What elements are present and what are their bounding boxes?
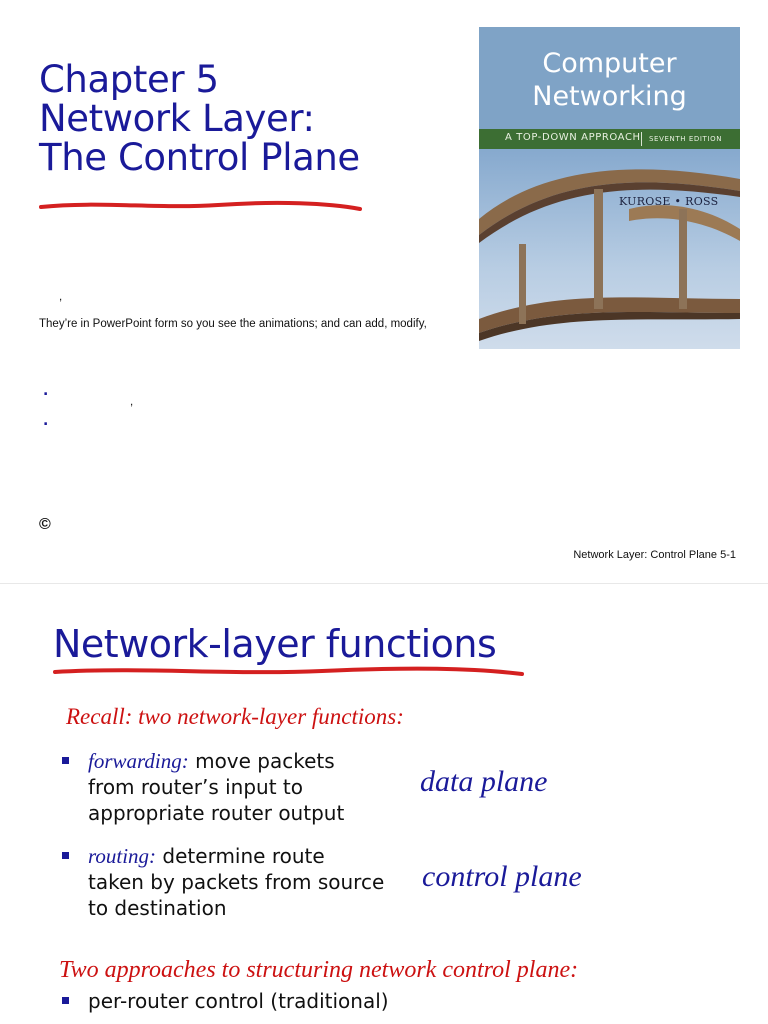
stray-comma-2: , — [130, 396, 134, 408]
bullet-square-2 — [62, 852, 69, 859]
title-line-2: Network Layer: — [39, 97, 315, 140]
cover-band — [479, 129, 740, 149]
slide-footer: Network Layer: Control Plane 5-1 — [573, 549, 736, 561]
control-plane-label: control plane — [422, 860, 582, 893]
approach-item-1: per-router control (traditional) — [88, 989, 389, 1013]
forwarding-item — [88, 748, 344, 826]
forwarding-term: forwarding: — [88, 749, 189, 773]
cover-edition: SEVENTH EDITION — [649, 135, 723, 143]
forwarding-line-1: move packets — [188, 749, 335, 773]
forwarding-line-2: from router’s input to — [88, 775, 303, 799]
title-line-1: Chapter 5 — [39, 58, 219, 101]
forwarding-line-3: appropriate router output — [88, 801, 345, 825]
data-plane-label: data plane — [420, 765, 548, 798]
copyright-symbol: © — [39, 516, 51, 533]
routing-term: routing: — [88, 844, 157, 868]
slide-1-title — [39, 60, 360, 177]
usage-note: They’re in PowerPoint form so you see the animations; and can add, modify, — [39, 318, 427, 330]
cover-photo — [479, 149, 740, 349]
overpass-illustration — [479, 149, 740, 349]
cover-title-line-2: Networking — [532, 81, 687, 112]
cover-title-area — [479, 27, 740, 129]
title-underline-squiggle — [38, 198, 364, 214]
slide-2-title: Network-layer functions — [53, 622, 497, 666]
book-cover-image — [479, 27, 740, 349]
cover-subtitle: A TOP-DOWN APPROACH — [505, 132, 641, 143]
stray-comma: , — [59, 291, 63, 303]
cover-title-line-1: Computer — [542, 48, 677, 79]
routing-item — [88, 843, 384, 921]
cover-band-separator — [641, 132, 642, 146]
bullet-2: . — [43, 413, 49, 429]
bullet-square-1 — [62, 757, 69, 764]
routing-line-3: to destination — [88, 896, 227, 920]
routing-line-2: taken by packets from source — [88, 870, 385, 894]
title-2-underline-squiggle — [52, 664, 526, 680]
approaches-heading: Two approaches to structuring network control plane: — [59, 957, 579, 983]
routing-line-1: determine route — [156, 844, 325, 868]
bullet-1: . — [43, 383, 49, 399]
recall-heading: Recall: two network-layer functions: — [66, 704, 404, 729]
title-line-3: The Control Plane — [39, 136, 360, 179]
bullet-square-3 — [62, 997, 69, 1004]
cover-authors: KUROSE • ROSS — [619, 195, 719, 208]
